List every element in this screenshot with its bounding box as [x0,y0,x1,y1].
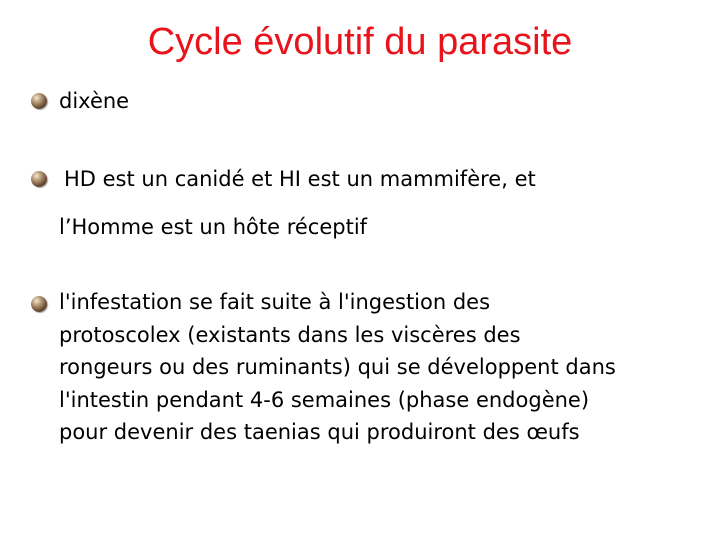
bullet-sphere-icon [31,93,47,109]
bullet-1-text: dixène [59,89,130,113]
bullet-3-line-4: l'intestin pendant 4-6 semaines (phase endogène) [59,387,590,412]
slide-title: Cycle évolutif du parasite [147,21,573,63]
bullet-3-line-2: protoscolex (existants dans les viscères des [59,322,521,347]
bullet-2-line-2: l’Homme est un hôte réceptif [59,215,368,239]
bullet-2-line-1: HD est un canidé et HI est un mammifère, et [64,167,536,191]
bullet-sphere-icon [31,171,47,187]
bullet-3-line-5: pour devenir des taenias qui produiront des œufs [59,420,580,444]
bullet-3-paragraph [59,286,709,449]
bullet-3-line-1: l'infestation se fait suite à l'ingestion des [59,290,491,314]
bullet-3-line-3: rongeurs ou des ruminants) qui se développent dans [59,355,616,379]
bullet-sphere-icon [31,296,47,312]
